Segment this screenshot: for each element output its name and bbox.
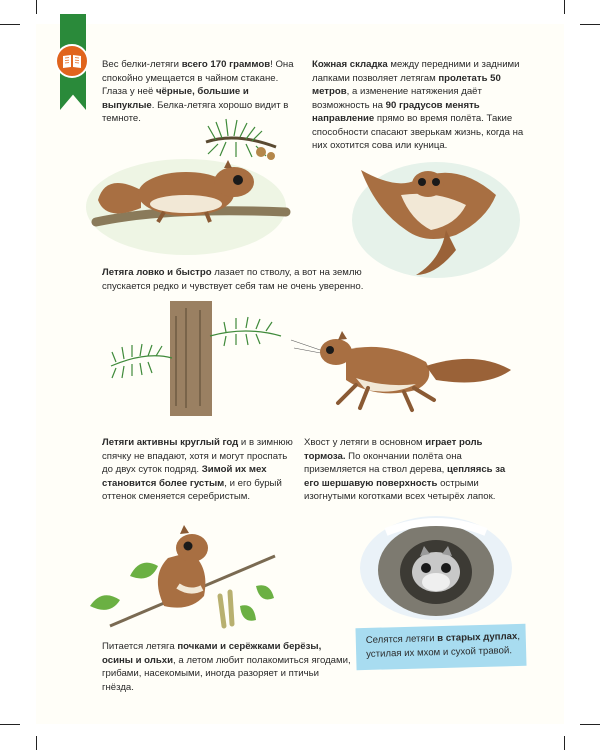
gliding-squirrel-illustration [346, 150, 526, 290]
squirrel-on-branch-illustration [86, 112, 296, 262]
book-badge [55, 44, 89, 78]
text-bold: 90 градусов менять направление [312, 99, 480, 124]
text: ! Она спокойно умещается в чайном стакане. Глаза у неё [102, 59, 294, 97]
text-bold: Летяга ловко и быстро [102, 267, 212, 278]
paragraph-climbing [102, 266, 372, 293]
text: Питается летяга [102, 641, 178, 652]
text-bold: почками и серёжками берёзы, осины и ольхи [102, 641, 322, 666]
crop-mark [0, 724, 20, 725]
text-bold: Кожная складка [312, 59, 388, 70]
paragraph-skin-fold [312, 58, 524, 153]
paragraph-diet [102, 640, 352, 694]
text: По окончании полёта она приземляется на ствол дерева, [304, 450, 462, 475]
text: Хвост у летяги в основном [304, 437, 426, 448]
text-bold: играет роль тормоза. [304, 437, 483, 462]
crop-mark [36, 736, 37, 750]
text: Вес белки-летяги [102, 59, 182, 70]
book-icon [57, 46, 87, 76]
text-bold: в старых дуплах [437, 631, 518, 645]
text-bold: Зимой их мех становится более густым [102, 464, 267, 489]
text-bold: Летяги активны круглый год [102, 437, 239, 448]
walking-squirrel-illustration [286, 310, 516, 420]
paragraph-tail [304, 436, 516, 504]
crop-mark [580, 24, 600, 25]
text: Селятся летяги [365, 633, 438, 646]
paragraph-winter [102, 436, 298, 504]
crop-mark [564, 736, 565, 750]
crop-mark [36, 0, 37, 14]
text: , а летом любит полакомиться ягодами, грибами, насекомыми, иногда разоряет и птичьи гнёзда. [102, 654, 351, 693]
text: лазает по стволу, а вот на землю спускается редко и чувствует себя там не очень уверенно. [102, 267, 364, 292]
text-bold: пролетать 50 метров [312, 72, 501, 97]
text: между передними и задними лапками позволяет летягам [312, 59, 520, 84]
squirrel-on-birch-illustration [80, 516, 290, 636]
text-bold: всего 170 граммов [181, 59, 271, 70]
text: прямо во время полёта. Такие способности спасают зверькам жизнь, когда на них охотится сова или куница. [312, 113, 524, 151]
squirrel-in-hollow-illustration [356, 512, 516, 622]
text: , а изменение натяжения даёт возможность на [312, 86, 482, 111]
pine-trunk-illustration [106, 296, 286, 426]
crop-mark [0, 24, 20, 25]
text-bold: цепляясь за его шершавую поверхность [304, 464, 506, 489]
paragraph-hollows [355, 624, 526, 661]
crop-mark [580, 724, 600, 725]
text: . Белка-летяга хорошо видит в темноте. [102, 99, 289, 124]
text: , и его бурый оттенок сменяется серебристым. [102, 477, 282, 502]
text: , устилая их мхом и сухой травой. [366, 630, 521, 660]
text: и в зимнюю спячку не впадают, хотя и могут проспать до двух суток подряд. [102, 437, 293, 475]
text-bold: чёрные, большие и выпуклые [102, 86, 249, 111]
crop-mark [564, 0, 565, 14]
text: острыми изогнутыми коготками всех четырёх лапок. [304, 477, 496, 502]
callout-box [355, 624, 526, 670]
